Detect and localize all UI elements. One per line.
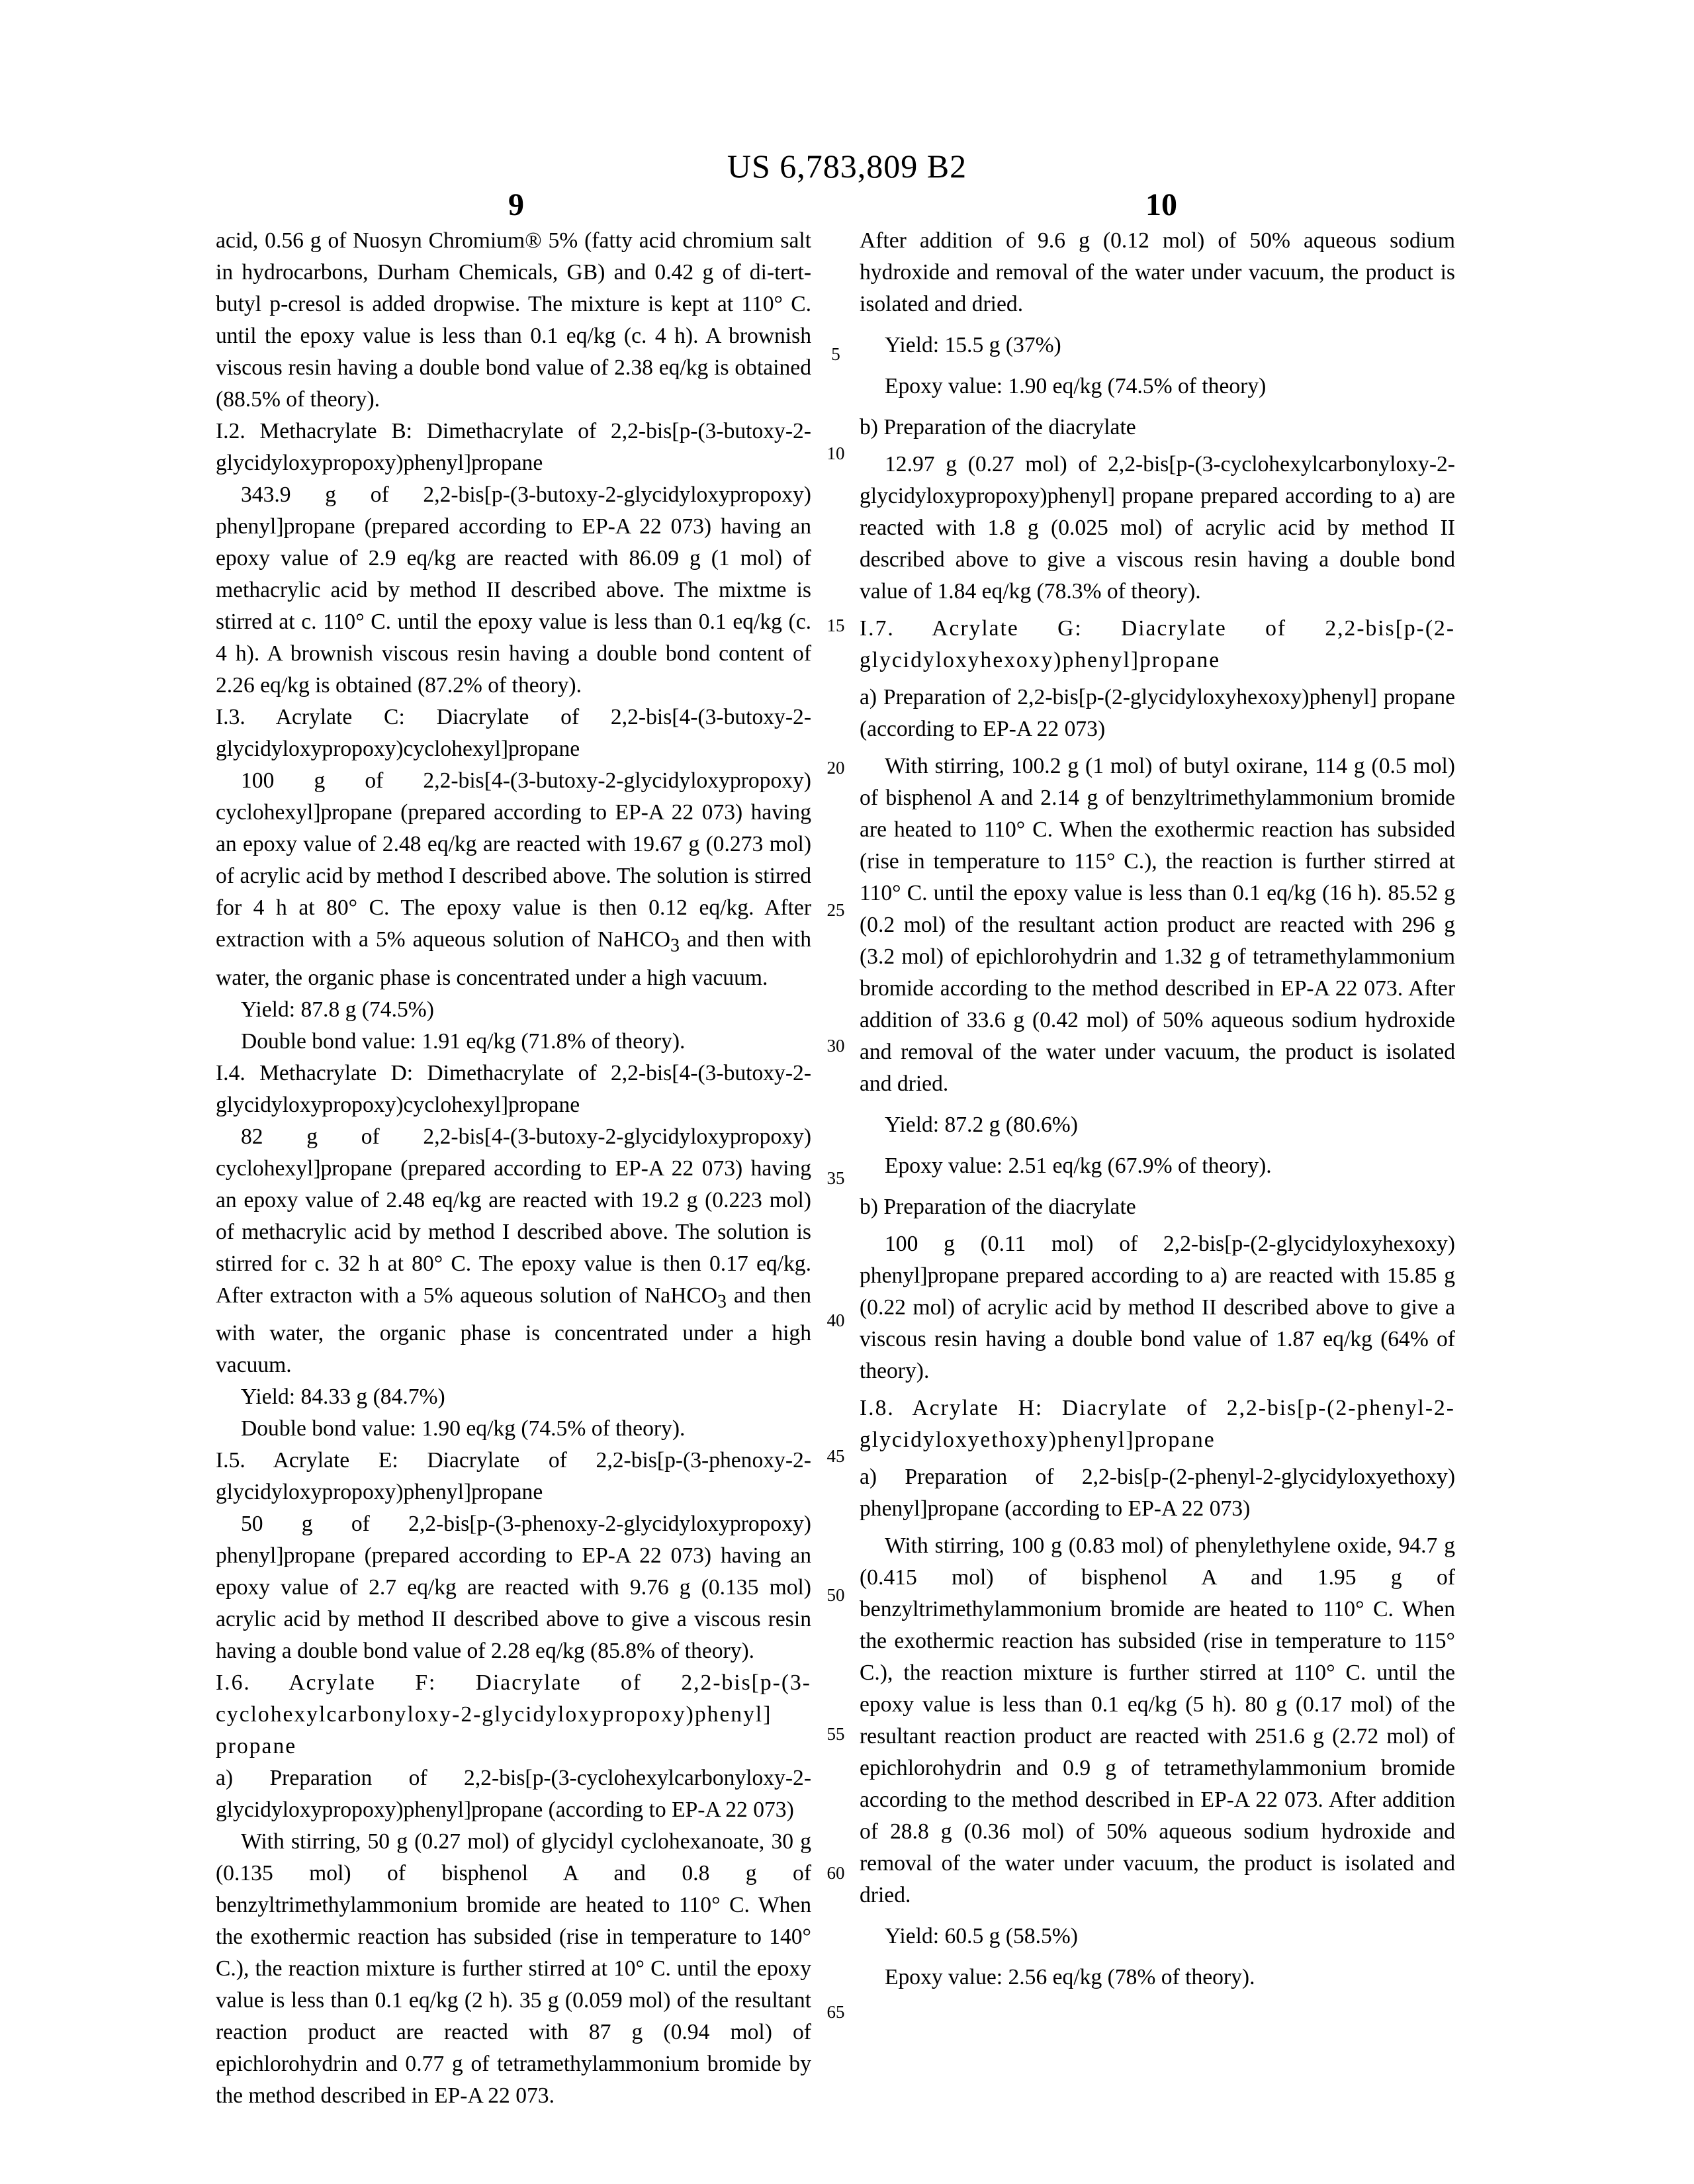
right-column [860,225,1455,2003]
epoxy-value-line: Epoxy value: 2.51 eq/kg (67.9% of theory). [860,1150,1455,1182]
patent-number: US 6,783,809 B2 [0,147,1694,185]
yield-line: Yield: 60.5 g (58.5%) [860,1921,1455,1952]
subheading: a) Preparation of 2,2-bis[p-(2-phenyl-2-glycidyloxyethoxy) phenyl]propane (according to EP-A 22 073) [860,1461,1455,1525]
line-number: 25 [823,900,849,921]
subheading: b) Preparation of the diacrylate [860,1191,1455,1223]
epoxy-value-line: Epoxy value: 2.56 eq/kg (78% of theory). [860,1962,1455,1993]
double-bond-line: Double bond value: 1.91 eq/kg (71.8% of theory). [216,1026,811,1058]
paragraph: 82 g of 2,2-bis[4-(3-butoxy-2-glycidyloxypropoxy) cyclohexyl]propane (prepared according to EP-A 22 073) having an epoxy value of 2.48 eq/kg are reacted with 19.2 g (0.223 mol) of methacrylic acid by method I described above. The solution is stirred for c. 32 h at 80° C. The epoxy value is then 0.17 eq/kg. After extracton with a 5% aqueous solution of NaHCO3 and then with water, the organic phase is concentrated under a high vacuum. [216,1121,811,1382]
line-number: 15 [823,615,849,636]
paragraph: With stirring, 100.2 g (1 mol) of butyl oxirane, 114 g (0.5 mol) of bisphenol A and 2.14 g of benzyltrimethylammonium bromide are heated to 110° C. When the exothermic reaction has subsided (rise in temperature to 115° C.), the reaction is further stirred at 110° C. until the epoxy value is less than 0.1 eq/kg (16 h). 85.52 g (0.2 mol) of the resultant action product are reacted with 296 g (3.2 mol) of epichlorohydrin and 1.32 g of tetramethylammonium bromide according to the method described in EP-A 22 073. After addition of 33.6 g (0.42 mol) of 50% aqueous sodium hydroxide and removal of the water under vacuum, the product is isolated and dried. [860,751,1455,1100]
line-number: 5 [823,344,849,365]
line-number: 30 [823,1036,849,1056]
line-number: 20 [823,758,849,778]
line-number: 10 [823,443,849,464]
subheading: a) Preparation of 2,2-bis[p-(3-cyclohexylcarbonyloxy-2-glycidyloxypropoxy)phenyl]propane (according to EP-A 22 073) [216,1762,811,1826]
line-number: 55 [823,1724,849,1745]
section-heading: I.4. Methacrylate D: Dimethacrylate of 2,2-bis[4-(3-butoxy-2-glycidyloxypropoxy)cyclohexyl]propane [216,1058,811,1121]
paragraph: 100 g of 2,2-bis[4-(3-butoxy-2-glycidyloxypropoxy) cyclohexyl]propane (prepared according to EP-A 22 073) having an epoxy value of 2.48 eq/kg are reacted with 19.67 g (0.273 mol) of acrylic acid by method I described above. The solution is stirred for 4 h at 80° C. The epoxy value is then 0.12 eq/kg. After extraction with a 5% aqueous solution of NaHCO3 and then with water, the organic phase is concentrated under a high vacuum. [216,765,811,994]
line-number: 60 [823,1863,849,1884]
double-bond-line: Double bond value: 1.90 eq/kg (74.5% of theory). [216,1413,811,1445]
paragraph: acid, 0.56 g of Nuosyn Chromium® 5% (fatty acid chromium salt in hydrocarbons, Durham Chemicals, GB) and 0.42 g of di-tert-butyl p-cresol is added dropwise. The mixture is kept at 110° C. until the epoxy value is less than 0.1 eq/kg (c. 4 h). A brownish viscous resin having a double bond value of 2.38 eq/kg is obtained (88.5% of theory). [216,225,811,416]
paragraph: 100 g (0.11 mol) of 2,2-bis[p-(2-glycidyloxyhexoxy) phenyl]propane prepared according to a) are reacted with 15.85 g (0.22 mol) of acrylic acid by method II described above to give a viscous resin having a double bond value of 1.87 eq/kg (64% of theory). [860,1228,1455,1387]
subheading: b) Preparation of the diacrylate [860,412,1455,443]
paragraph: 343.9 g of 2,2-bis[p-(3-butoxy-2-glycidyloxypropoxy) phenyl]propane (prepared according to EP-A 22 073) having an epoxy value of 2.9 eq/kg are reacted with 86.09 g (1 mol) of methacrylic acid by method II described above. The mixtme is stirred at c. 110° C. until the epoxy value is less than 0.1 eq/kg (c. 4 h). A brownish viscous resin having a double bond content of 2.26 eq/kg is obtained (87.2% of theory). [216,479,811,702]
paragraph: 50 g of 2,2-bis[p-(3-phenoxy-2-glycidyloxypropoxy) phenyl]propane (prepared according to EP-A 22 073) having an epoxy value of 2.7 eq/kg are reacted with 9.76 g (0.135 mol) acrylic acid by method II described above to give a viscous resin having a double bond value of 2.28 eq/kg (85.8% of theory). [216,1508,811,1667]
yield-line: Yield: 87.2 g (80.6%) [860,1109,1455,1141]
left-column [216,225,811,2112]
section-heading: I.5. Acrylate E: Diacrylate of 2,2-bis[p-(3-phenoxy-2-glycidyloxypropoxy)phenyl]propane [216,1445,811,1508]
yield-line: Yield: 84.33 g (84.7%) [216,1381,811,1413]
section-heading: I.8. Acrylate H: Diacrylate of 2,2-bis[p-(2-phenyl-2-glycidyloxyethoxy)phenyl]propane [860,1392,1455,1456]
paragraph: After addition of 9.6 g (0.12 mol) of 50% aqueous sodium hydroxide and removal of the water under vacuum, the product is isolated and dried. [860,225,1455,320]
yield-line: Yield: 15.5 g (37%) [860,330,1455,361]
paragraph: With stirring, 50 g (0.27 mol) of glycidyl cyclohexanoate, 30 g (0.135 mol) of bisphenol A and 0.8 g of benzyltrimethylammonium bromide are heated to 110° C. When the exothermic reaction has subsided (rise in temperature to 140° C.), the reaction mixture is further stirred at 10° C. until the epoxy value is less than 0.1 eq/kg (2 h). 35 g (0.059 mol) of the resultant reaction product are reacted with 87 g (0.94 mol) of epichlorohydrin and 0.77 g of tetramethylammonium bromide by the method described in EP-A 22 073. [216,1826,811,2112]
epoxy-value-line: Epoxy value: 1.90 eq/kg (74.5% of theory) [860,371,1455,402]
line-number: 40 [823,1310,849,1331]
yield-line: Yield: 87.8 g (74.5%) [216,994,811,1026]
line-number: 45 [823,1446,849,1467]
section-heading: I.6. Acrylate F: Diacrylate of 2,2-bis[p-(3-cyclohexylcarbonyloxy-2-glycidyloxypropoxy)phenyl] propane [216,1667,811,1762]
section-heading: I.2. Methacrylate B: Dimethacrylate of 2,2-bis[p-(3-butoxy-2-glycidyloxypropoxy)phenyl]propane [216,416,811,479]
section-heading: I.7. Acrylate G: Diacrylate of 2,2-bis[p-(2-glycidyloxyhexoxy)phenyl]propane [860,613,1455,676]
column-number-left: 9 [490,187,543,223]
line-number: 50 [823,1585,849,1606]
line-number: 35 [823,1168,849,1189]
column-number-right: 10 [1128,187,1194,223]
paragraph: With stirring, 100 g (0.83 mol) of phenylethylene oxide, 94.7 g (0.415 mol) of bisphenol A and 1.95 g of benzyltrimethylammonium bromide are heated to 110° C. When the exothermic reaction has subsided (rise in temperature to 115° C.), the reaction mixture is further stirred at 110° C. until the epoxy value is less than 0.1 eq/kg (5 h). 80 g (0.17 mol) of the resultant reaction product are reacted with 251.6 g (2.72 mol) of epichlorohydrin and 0.9 g of tetramethylammonium bromide according to the method described in EP-A 22 073. After addition of 28.8 g (0.36 mol) of 50% aqueous sodium hydroxide and removal of the water under vacuum, the product is isolated and dried. [860,1530,1455,1911]
line-number: 65 [823,2002,849,2023]
paragraph: 12.97 g (0.27 mol) of 2,2-bis[p-(3-cyclohexylcarbonyloxy-2-glycidyloxypropoxy)phenyl] propane prepared according to a) are reacted with 1.8 g (0.025 mol) of acrylic acid by method II described above to give a viscous resin having a double bond value of 1.84 eq/kg (78.3% of theory). [860,449,1455,608]
section-heading: I.3. Acrylate C: Diacrylate of 2,2-bis[4-(3-butoxy-2-glycidyloxypropoxy)cyclohexyl]propane [216,702,811,765]
subheading: a) Preparation of 2,2-bis[p-(2-glycidyloxyhexoxy)phenyl] propane (according to EP-A 22 073) [860,682,1455,745]
